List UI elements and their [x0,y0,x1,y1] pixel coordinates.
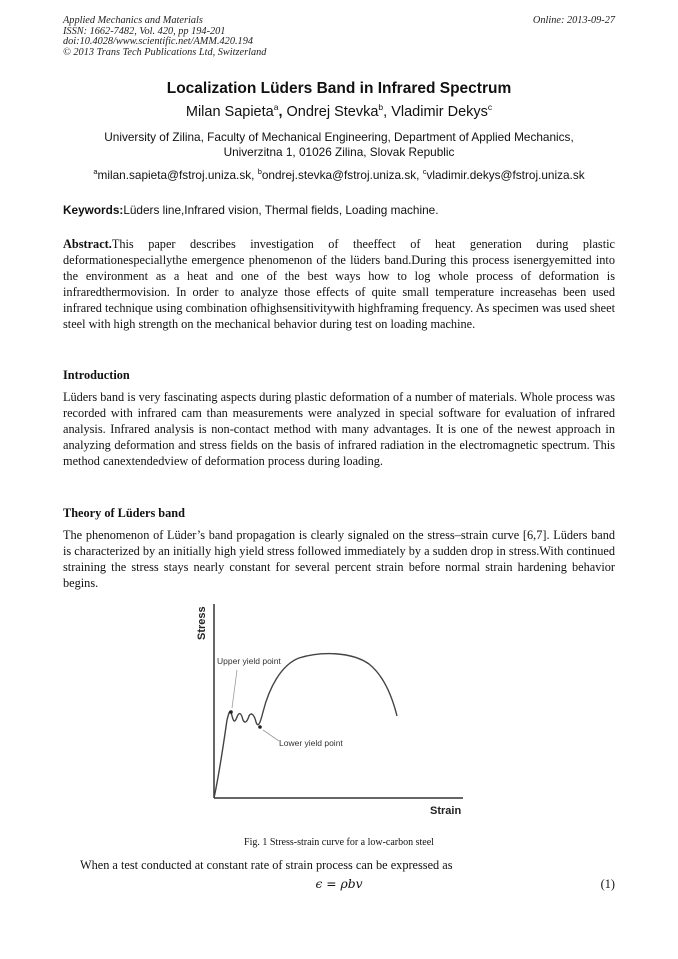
issn-line: ISSN: 1662-7482, Vol. 420, pp 194-201 [63,25,226,37]
theory-paragraph: The phenomenon of Lüder’s band propagation is clearly signaled on the stress–strain curve [6,7]. Lüders band is characterized by an initially high yield stress followed immediately by a sudden drop in stress.With continued straining the stress stays nearly constant for several percent strain before normal strain hardening behavior begins. [63,528,615,590]
paper-title: Localization Lüders Band in Infrared Spectrum [166,80,512,97]
upper-leader-line [232,670,237,708]
theory-heading: Theory of Lüders band [63,506,185,520]
affiliation [63,130,615,160]
author-sup: b [378,102,384,113]
copyright-line: © 2013 Trans Tech Publications Ltd, Switzerland [63,46,267,58]
author-list [63,103,615,121]
equation-formula: ϵ = ρbv [315,877,363,891]
lower-yield-label: Lower yield point [279,738,343,748]
keywords-text: Lüders line,Infrared vision, Thermal fields, Loading machine. [123,203,439,217]
email-link[interactable]: milan.sapieta@fstroj.uniza.sk [97,168,252,182]
email-sup: b [257,167,262,177]
keywords [63,203,615,218]
title-block [63,80,615,183]
equation-1 [63,877,615,895]
figure-caption: Fig. 1 Stress-strain curve for a low-carbon steel [244,837,434,848]
introduction-paragraph: Lüders band is very fascinating aspects during plastic deformation of a number of materials. Whole process was recorded with infrared cam than measurements were analyzed in special software for evaluation of infrared analysis. Infrared analysis is non-contact method with many advantages. It is one of the newest approach in analyzing deformation and stress fields on the basis of infrared radiation in the electromagnetic spectrum. This method canextendedview of deformation process during loading. [63,390,615,468]
equation-number: (1) [600,877,615,891]
email-separator: , [251,168,258,182]
author-sup: c [487,102,493,113]
upper-yield-point [229,710,233,714]
lower-yield-point [258,725,262,729]
upper-yield-label: Upper yield point [217,656,281,666]
affiliation-line: University of Zilina, Faculty of Mechanical Engineering, Department of Applied Mechanics, [104,130,574,144]
email-sup: a [93,167,98,177]
page-header [63,16,615,58]
email-list [63,168,615,183]
x-axis-label: Strain [430,805,462,817]
email-link[interactable]: ondrej.stevka@fstroj.uniza.sk [261,168,417,182]
author-separator: , [278,104,287,120]
y-axis-label: Stress [196,606,208,640]
email-sup: c [422,167,427,177]
journal-name: Applied Mechanics and Materials [63,15,203,26]
email-link[interactable]: vladimir.dekys@fstroj.uniza.sk [426,168,585,182]
affiliation-line: Univerzitna 1, 01026 Zilina, Slovak Republic [223,145,455,159]
doi-line: doi:10.4028/www.scientific.net/AMM.420.194 [63,36,253,47]
abstract-label: Abstract. [63,237,112,251]
stress-strain-curve [214,654,397,798]
introduction-heading: Introduction [63,368,130,382]
abstract-text: This paper describes investigation of theeffect of heat generation during plastic deformationespeciallythe emergence phenomenon of the lüders band.During this process isenergyemitted into the environment as a heat and one of the best ways how to log whole process of deformation is infraredthermovision. In order to analyze those effects of quite small temperature increasehas been used infrared technique using combination ofhighsensitivitywith highframing frequency. As specimen was used sheet steel with high strength on the mechanical behavior during test on loading machine. [63,237,615,331]
online-date: Online: 2013-09-27 [532,15,615,26]
after-figure-paragraph: When a test conducted at constant rate of strain process can be expressed as [80,858,453,872]
author-name: Milan Sapieta [185,104,274,120]
author-name: Vladimir Dekys [391,104,488,120]
lower-leader-line [263,730,279,741]
author-sup: a [273,102,279,113]
stress-strain-figure [187,600,467,822]
keywords-label: Keywords: [63,203,124,217]
email-separator: , [416,168,423,182]
author-name: Ondrej Stevka [286,104,379,120]
author-separator: , [383,104,392,120]
stress-strain-diagram [187,600,467,822]
abstract [63,236,615,332]
